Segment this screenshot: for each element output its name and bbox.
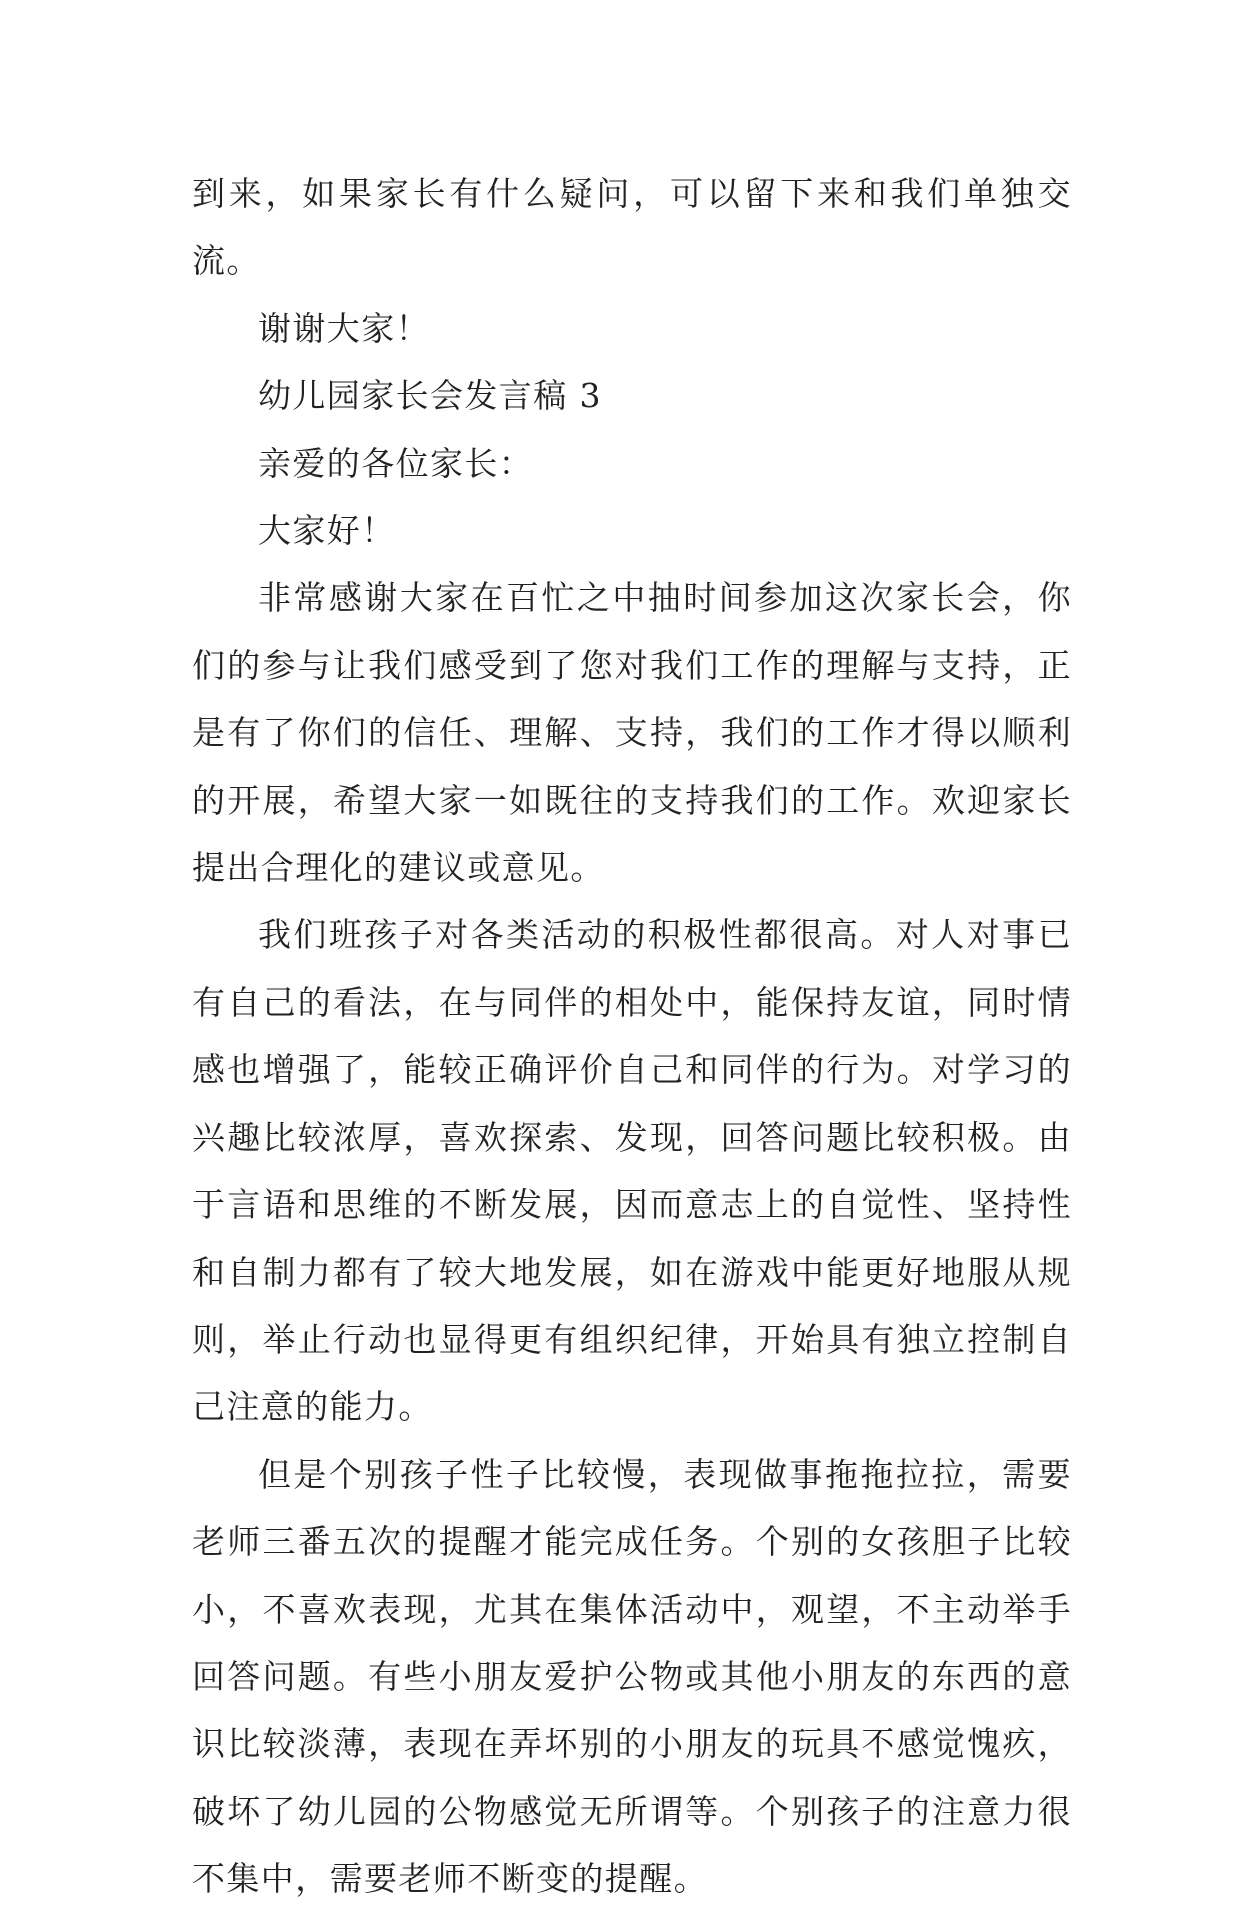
paragraph-2: 谢谢大家！ (258, 308, 430, 348)
paragraph-thanks: 非常感谢大家在百忙之中抽时间参加这次家长会，你们的参与让我们感受到了您对我们工作的理解与支持，正是有了你们的信任、理解、支持，我们的工作才得以顺利的开展，希望大家一如既往的支持我们的工作。欢迎家长提出合理化的建议或意见。 (192, 578, 1072, 888)
document-body (192, 160, 1072, 1913)
salutation: 亲爱的各位家长： (258, 443, 534, 483)
paragraph-1: 到来，如果家长有什么疑问，可以留下来和我们单独交流。 (192, 174, 1072, 281)
paragraph-class-overview: 我们班孩子对各类活动的积极性都很高。对人对事已有自己的看法，在与同伴的相处中，能保持友谊，同时情感也增强了，能较正确评价自己和同伴的行为。对学习的兴趣比较浓厚，喜欢探索、发现，回答问题比较积极。由于言语和思维的不断发展，因而意志上的自觉性、坚持性和自制力都有了较大地发展，如在游戏中能更好地服从规则，举止行动也显得更有组织纪律，开始具有独立控制自己注意的能力。 (192, 915, 1072, 1427)
greeting: 大家好！ (258, 511, 396, 551)
section-title: 幼儿园家长会发言稿 3 (258, 376, 602, 416)
paragraph-issues: 但是个别孩子性子比较慢，表现做事拖拖拉拉，需要老师三番五次的提醒才能完成任务。个别的女孩胆子比较小，不喜欢表现，尤其在集体活动中，观望，不主动举手回答问题。有些小朋友爱护公物或其他小朋友的东西的意识比较淡薄，表现在弄坏别的小朋友的玩具不感觉愧疚，破坏了幼儿园的公物感觉无所谓等。个别孩子的注意力很不集中，需要老师不断变的提醒。 (192, 1454, 1072, 1899)
